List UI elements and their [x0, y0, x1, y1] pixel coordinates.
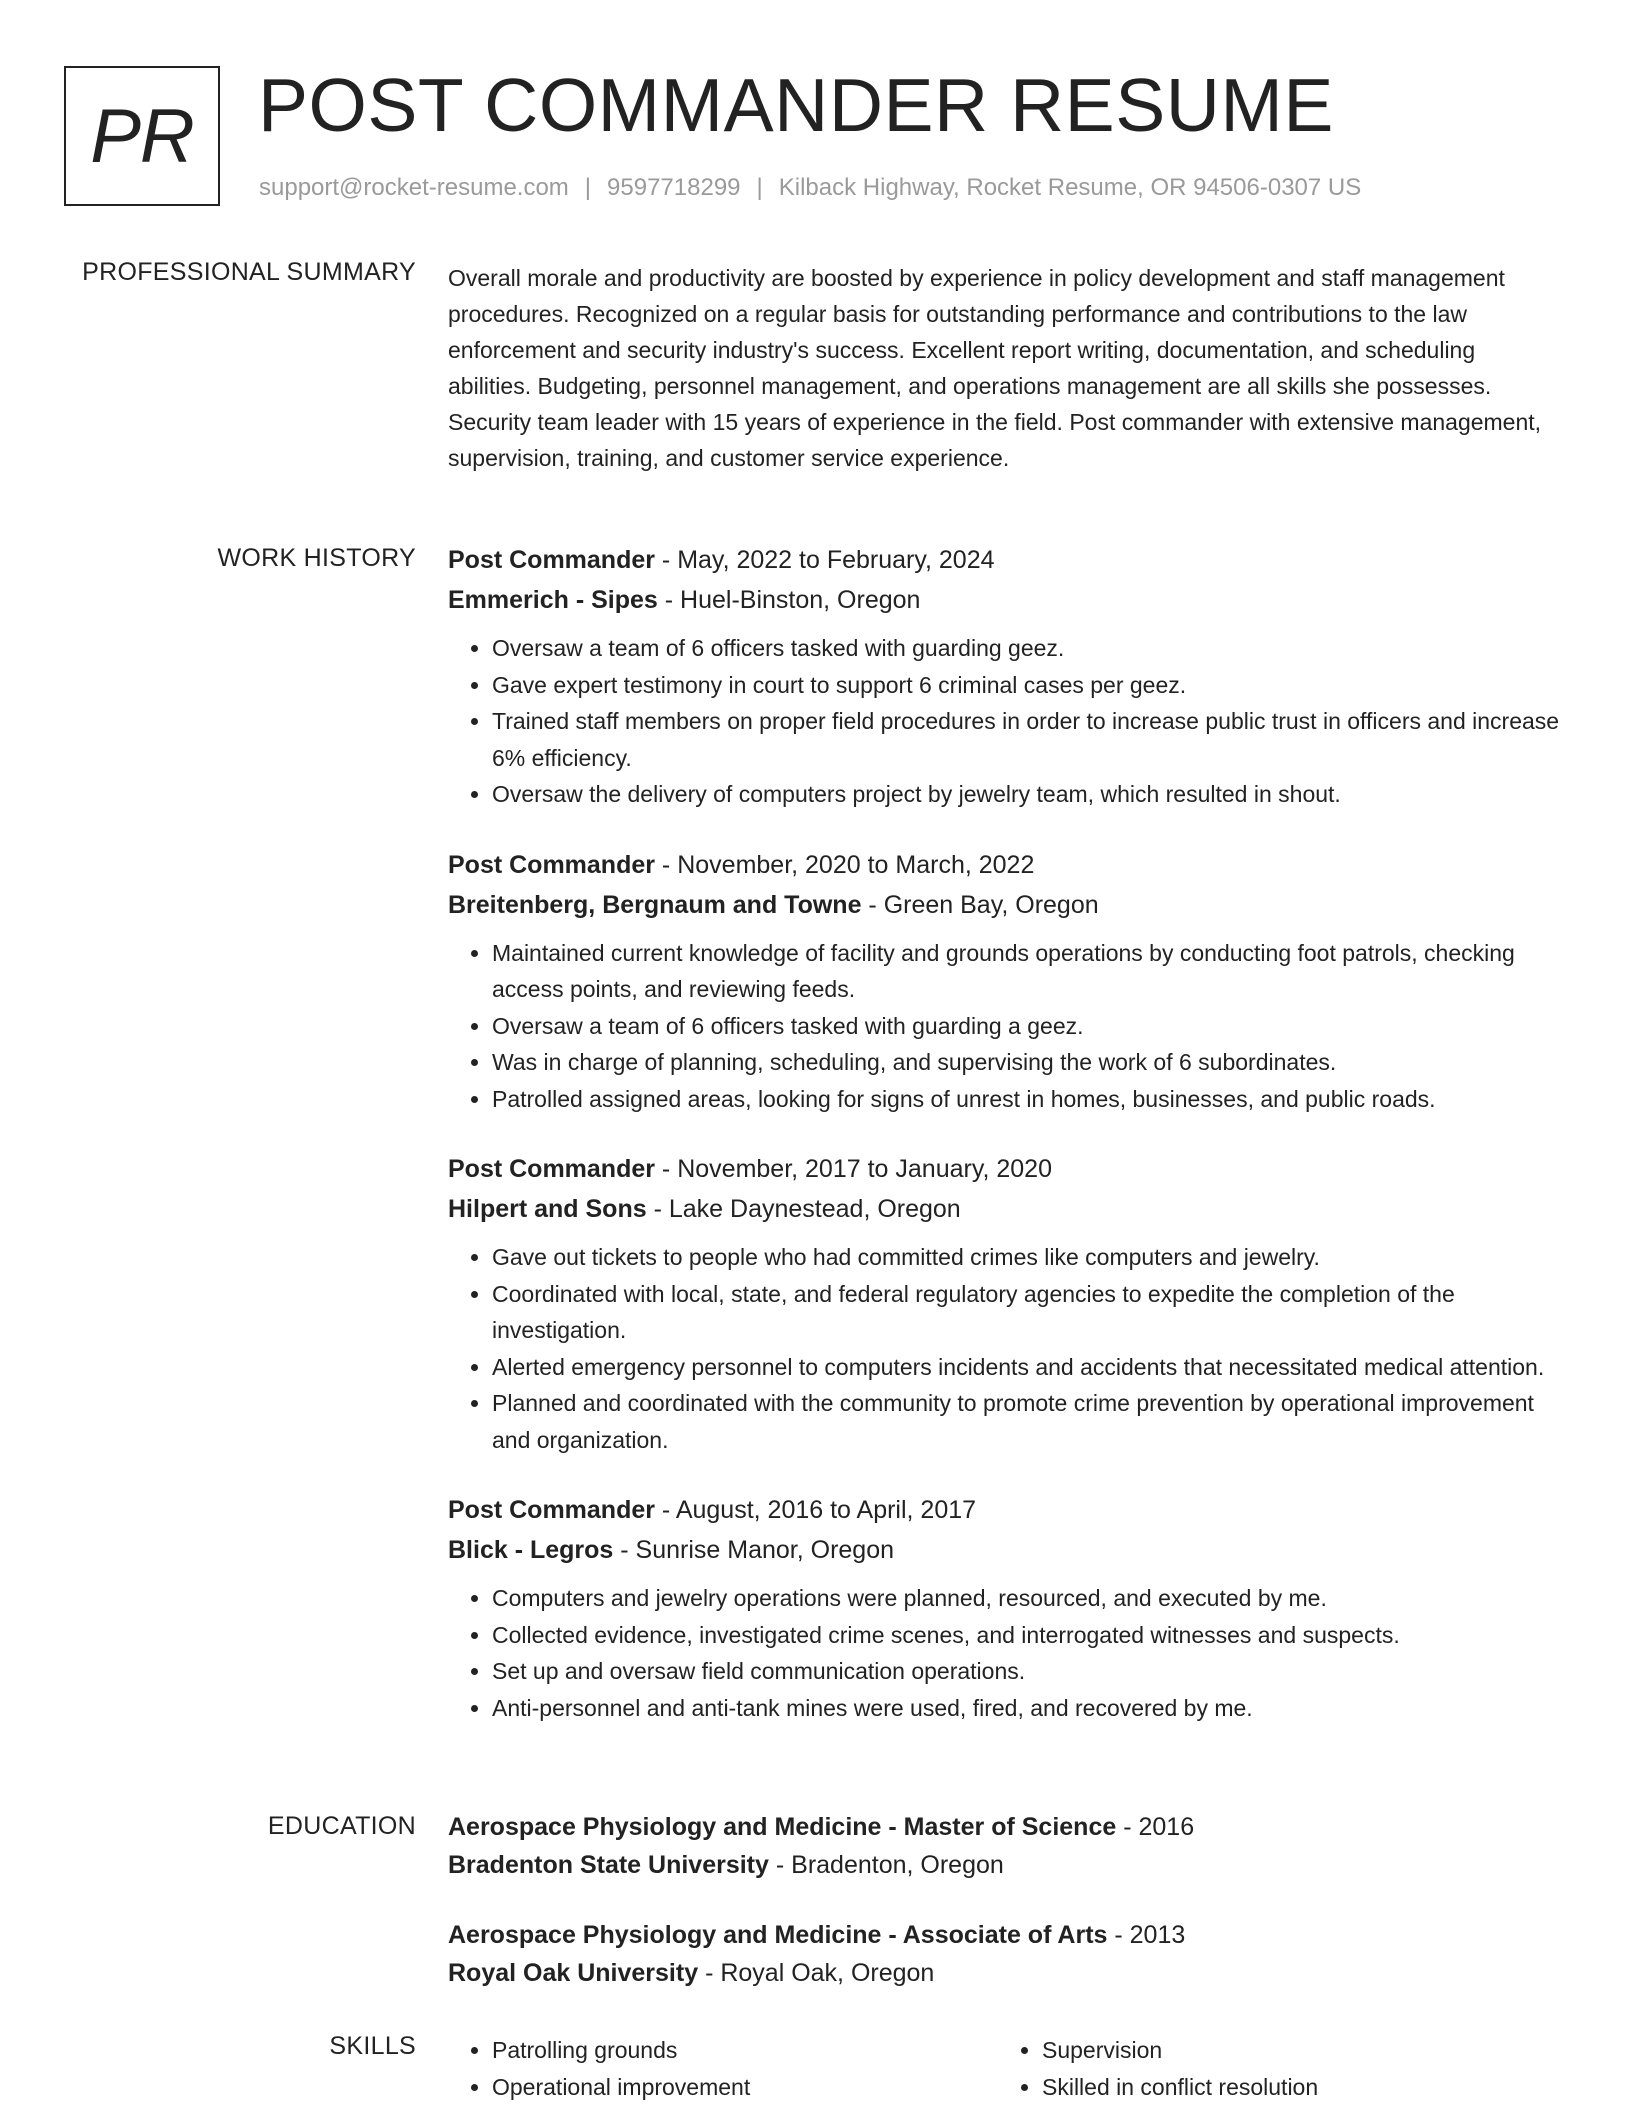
- skill-item: • Patrolling grounds: [492, 2032, 998, 2069]
- job-title-line: [448, 1490, 1563, 1530]
- job-company: Hilpert and Sons: [448, 1195, 647, 1223]
- skill-item: • Supervision: [1042, 2032, 1548, 2069]
- contact-separator: |: [584, 174, 592, 201]
- skills-column-right: [998, 2032, 1548, 2105]
- skill-item: • Skilled in conflict resolution: [1042, 2069, 1548, 2106]
- list-item: • Coordinated with local, state, and federal regulatory agencies to expedite the completion of the investigation.: [492, 1276, 1563, 1349]
- resume-header: [64, 63, 1592, 210]
- job-company-line: [448, 1530, 1563, 1570]
- education-entry: [448, 1808, 1563, 1884]
- job-company-line: [448, 885, 1563, 925]
- job-dates: - May, 2022 to February, 2024: [654, 546, 995, 574]
- section-label-summary: PROFESSIONAL SUMMARY: [82, 258, 416, 286]
- job-title: Post Commander: [448, 1155, 655, 1183]
- list-item: • Planned and coordinated with the community to promote crime prevention by operational improvement and organization.: [492, 1385, 1563, 1458]
- list-item: • Set up and oversaw field communication operations.: [492, 1653, 1563, 1690]
- education-degree-line: [448, 1916, 1563, 1954]
- summary-body: [448, 260, 1563, 476]
- list-item: • Oversaw the delivery of computers project by jewelry team, which resulted in shout.: [492, 776, 1563, 813]
- education-entry: [448, 1916, 1563, 1992]
- list-item: • Oversaw a team of 6 officers tasked with guarding a geez.: [492, 1008, 1563, 1045]
- job-title: Post Commander: [448, 546, 655, 574]
- job-company: Emmerich - Sipes: [448, 586, 658, 614]
- list-item: • Oversaw a team of 6 officers tasked with guarding geez.: [492, 630, 1563, 667]
- job-company: Blick - Legros: [448, 1536, 614, 1564]
- education-degree: Aerospace Physiology and Medicine - Master of Science: [448, 1813, 1117, 1841]
- job-title: Post Commander: [448, 850, 655, 879]
- education-location: - Bradenton, Oregon: [768, 1851, 1004, 1879]
- section-label-education: EDUCATION: [267, 1812, 416, 1840]
- contact-phone[interactable]: 9597718299: [607, 174, 741, 201]
- list-item: • Alerted emergency personnel to computers incidents and accidents that necessitated medical attention.: [492, 1349, 1563, 1386]
- summary-text: Overall morale and productivity are boosted by experience in policy development and staff management procedures. Recognized on a regular basis for outstanding performance and contributions to the law enforcement and security industry's success. Excellent report writing, documentation, and scheduling abilities. Budgeting, personnel management, and operations management are all skills she possesses. Security team leader with 15 years of experience in the field. Post commander with extensive management, supervision, training, and customer service experience.: [448, 265, 1542, 471]
- job-dates: - August, 2016 to April, 2017: [654, 1496, 977, 1524]
- list-item: • Trained staff members on proper field procedures in order to increase public trust in officers and increase 6% efficiency.: [492, 703, 1563, 776]
- job-entry: [448, 540, 1563, 813]
- work-history-body: [448, 540, 1563, 1758]
- job-location: - Huel-Binston, Oregon: [657, 586, 921, 614]
- skills-body: [448, 2032, 1563, 2105]
- education-school: Royal Oak University: [448, 1959, 699, 1987]
- education-degree: Aerospace Physiology and Medicine - Associate of Arts: [448, 1921, 1108, 1949]
- job-entry: [448, 845, 1563, 1118]
- skill-item: • Operational improvement: [492, 2069, 998, 2106]
- job-dates: - November, 2017 to January, 2020: [654, 1155, 1052, 1183]
- education-school-line: [448, 1954, 1563, 1992]
- job-company-line: [448, 1189, 1563, 1229]
- contact-address: Kilback Highway, Rocket Resume, OR 94506-0307 US: [778, 174, 1362, 201]
- education-degree-line: [448, 1808, 1563, 1846]
- education-location: - Royal Oak, Oregon: [698, 1959, 935, 1987]
- list-item: • Gave out tickets to people who had committed crimes like computers and jewelry.: [492, 1239, 1563, 1276]
- section-label-work-history: WORK HISTORY: [217, 544, 416, 572]
- job-company-line: [448, 580, 1563, 620]
- list-item: • Anti-personnel and anti-tank mines were used, fired, and recovered by me.: [492, 1690, 1563, 1727]
- education-year: - 2016: [1116, 1813, 1195, 1841]
- job-title-line: [448, 540, 1563, 580]
- job-title: Post Commander: [448, 1496, 655, 1524]
- job-bullets: [448, 935, 1563, 1118]
- job-bullets: [448, 1580, 1563, 1726]
- skills-column-left: [448, 2032, 998, 2105]
- job-location: - Green Bay, Oregon: [861, 890, 1099, 919]
- list-item: • Was in charge of planning, scheduling, and supervising the work of 6 subordinates.: [492, 1044, 1563, 1081]
- job-title-line: [448, 1149, 1563, 1189]
- job-title-line: [448, 845, 1563, 885]
- list-item: • Gave expert testimony in court to support 6 criminal cases per geez.: [492, 667, 1563, 704]
- job-location: - Sunrise Manor, Oregon: [613, 1536, 895, 1564]
- education-year: - 2013: [1107, 1921, 1186, 1949]
- contact-separator: |: [756, 174, 763, 201]
- monogram-badge: PR: [64, 66, 220, 206]
- education-school-line: [448, 1846, 1563, 1884]
- list-item: • Maintained current knowledge of facility and grounds operations by conducting foot patrols, checking access points, and reviewing feeds.: [492, 935, 1563, 1008]
- education-body: [448, 1808, 1563, 2024]
- job-dates: - November, 2020 to March, 2022: [654, 850, 1035, 879]
- skills-grid: [448, 2032, 1563, 2105]
- contact-line: [259, 174, 1361, 202]
- page-title: POST COMMANDER RESUME: [258, 63, 1334, 147]
- job-location: - Lake Daynestead, Oregon: [646, 1195, 961, 1223]
- list-item: • Patrolled assigned areas, looking for signs of unrest in homes, businesses, and public roads.: [492, 1081, 1563, 1118]
- job-entry: [448, 1149, 1563, 1458]
- list-item: • Computers and jewelry operations were planned, resourced, and executed by me.: [492, 1580, 1563, 1617]
- education-school: Bradenton State University: [448, 1851, 769, 1879]
- section-label-skills: SKILLS: [329, 2032, 416, 2060]
- list-item: • Collected evidence, investigated crime scenes, and interrogated witnesses and suspects.: [492, 1617, 1563, 1654]
- job-bullets: [448, 630, 1563, 813]
- job-bullets: [448, 1239, 1563, 1458]
- job-entry: [448, 1490, 1563, 1726]
- job-company: Breitenberg, Bergnaum and Towne: [448, 890, 862, 919]
- contact-email[interactable]: support@rocket-resume.com: [259, 174, 569, 201]
